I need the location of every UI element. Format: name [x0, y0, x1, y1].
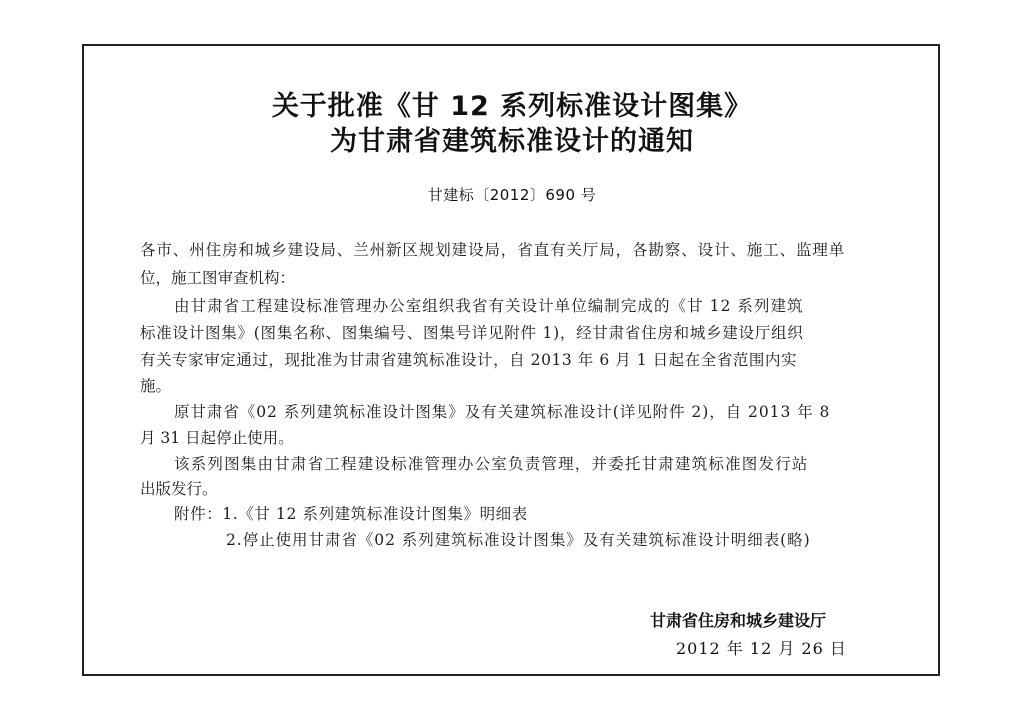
document-number: 甘建标〔2012〕690 号 [427, 186, 597, 204]
issuing-organization: 甘肃省住房和城乡建设厅 [650, 611, 827, 630]
body-line-5: 有关专家审定通过，现批准为甘肃省建筑标准设计，自 2013 年 6 月 1 日起在全省范围内实 [140, 351, 798, 369]
body-line-1: 各市、州住房和城乡建设局、兰州新区规划建设局，省直有关厅局，各勘察、设计、施工、监理单 [140, 241, 846, 259]
issue-date: 2012 年 12 月 26 日 [676, 639, 847, 658]
notice-title-line-1: 关于批准《甘 12 系列标准设计图集》 [271, 91, 753, 122]
body-line-2: 位，施工图审查机构： [140, 269, 296, 287]
body-line-9: 该系列图集由甘肃省工程建设标准管理办公室负责管理，并委托甘肃建筑标准图发行站 [174, 455, 809, 473]
body-line-6: 施。 [140, 377, 172, 395]
body-line-10: 出版发行。 [140, 480, 218, 498]
body-line-4: 标准设计图集》(图集名称、图集编号、图集号详见附件 1)，经甘肃省住房和城乡建设厅组织 [140, 324, 804, 342]
attachment-1: 附件：1.《甘 12 系列建筑标准设计图集》明细表 [174, 505, 528, 523]
body-line-7: 原甘肃省《02 系列建筑标准设计图集》及有关建筑标准设计(详见附件 2)，自 2013 年 8 [174, 403, 831, 421]
attachment-2: 2.停止使用甘肃省《02 系列建筑标准设计图集》及有关建筑标准设计明细表(略) [226, 531, 811, 549]
body-line-8: 月 31 日起停止使用。 [140, 429, 294, 447]
notice-title-line-2: 为甘肃省建筑标准设计的通知 [330, 126, 694, 157]
body-line-3: 由甘肃省工程建设标准管理办公室组织我省有关设计单位编制完成的《甘 12 系列建筑 [174, 297, 804, 315]
